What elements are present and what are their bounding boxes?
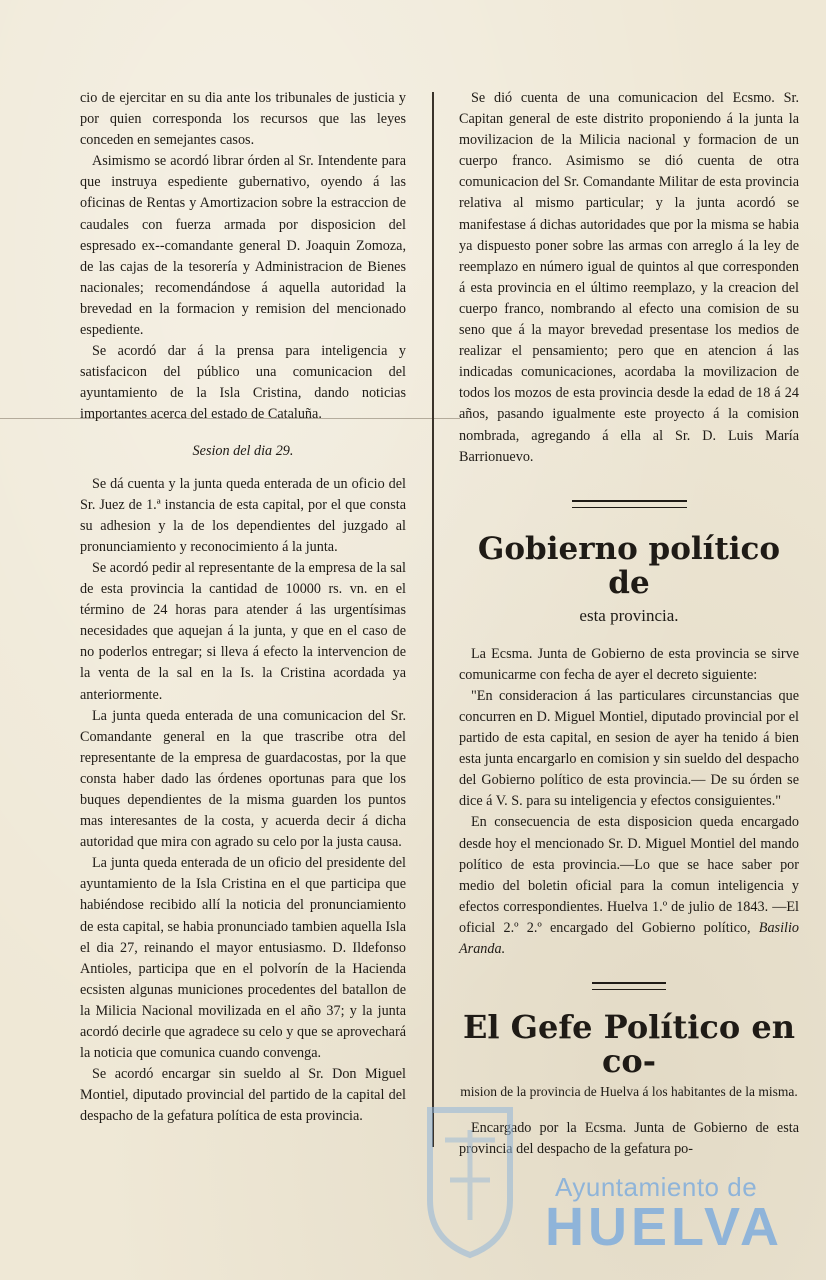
paragraph-text: En consecuencia de esta disposicion queda encargado desde hoy el mencionado Sr. D. Miguel Montiel del mando político de esta provincia.—Lo que se hace saber por medio del boletin oficial para la comun inteligencia y efectos correspondientes. Huelva 1.º de julio de 1843. —El oficial 2.º 2.º encargado del Gobierno político, <box>459 814 799 936</box>
paragraph: Se dá cuenta y la junta queda enterada de un oficio del Sr. Juez de 1.ª instancia de esta capital, por el que consta su adhesion y la de los dependientes del juzgado al pronunciamiento y reconocimiento á la junta. <box>80 475 406 555</box>
right-column <box>459 88 799 1160</box>
section-separator <box>572 500 687 508</box>
paragraph: Se acordó encargar sin sueldo al Sr. Don Miguel Montiel, diputado provincial del partido de la capital del despacho de la gefatura política de esta provincia. <box>80 1066 406 1125</box>
paragraph: cio de ejercitar en su dia ante los tribunales de justicia y por quien corresponda los recursos que las leyes conceden en semejantes casos. <box>80 90 406 149</box>
section-separator <box>592 982 666 990</box>
watermark-line1: Ayuntamiento de <box>555 1172 758 1202</box>
section-subheading: esta provincia. <box>579 605 679 625</box>
column-divider <box>432 92 434 1147</box>
paragraph: Se acordó dar á la prensa para inteligencia y satisfacicon del público una comunicacion del ayuntamiento de la Isla Cristina, dando noticias importantes acerca del estado de Cataluña. <box>80 343 406 423</box>
paragraph: Asimismo se acordó librar órden al Sr. Intendente para que instruya espediente gubernativo, oyendo á las oficinas de Rentas y Amortizacion sobre la estraccion de caudales con fuerza armada por disposicion del espresado ex--comandante general D. Joaquin Zomoza, de las cajas de la tesorería y Administracion de Bienes nacionales; recomendándose á aquella autoridad la brevedad en la formacion y remision del mencionado espediente. <box>80 153 406 339</box>
section-subheading: mision de la provincia de Huelva á los habitantes de la misma. <box>460 1084 798 1100</box>
paragraph: La junta queda enterada de un oficio del presidente del ayuntamiento de la Isla Cristina en el que participa que habiéndose recibido allí la noticia del pronunciamiento de esta capital, se habia pronunciado tambien aquella Isla el dia 27, reinando el mayor entusiasmo. D. Ildefonso Antioles, participa que en el polvorín de la Hacienda ecsisten algunas municiones procedentes del batallon de la Milicia Nacional movilizada en el año 37; y la junta acordó decirle que agradece su celo y que se aprovechará la noticia que comunica cuando convenga. <box>80 855 406 1062</box>
paragraph: La junta queda enterada de una comunicacion del Sr. Comandante general en la que trascribe otra del representante de la empresa de guardacostas, por la que consta haber dado las órdenes oportunas para que los buques dependientes de la misma guarden los puntos mas interesantes de la costa, y acuerda decir á dicha autoridad que mira con agrado su celo por la justa causa. <box>80 707 406 851</box>
left-column <box>80 88 406 1128</box>
paragraph: Encargado por la Ecsma. Junta de Gobierno de esta provincia del despacho de la gefatura po- <box>459 1120 799 1158</box>
section-heading: Gobierno político de <box>477 530 781 601</box>
session-title: Sesion del dia 29. <box>192 442 294 459</box>
signature: Basilio Aranda. <box>459 919 799 957</box>
section-heading: El Gefe Político en co- <box>462 1008 796 1081</box>
paragraph: Se acordó pedir al representante de la empresa de la sal de esta provincia la cantidad de 10000 rs. vn. en el término de 24 horas para atender á las urgentísimas necesidades que aquejan á la junta, y que en el caso de no poderlos entregar; si lleva á efecto la intervencion de la venta de la sal en la Is. la Cristina acordada ya anteriormente. <box>80 559 406 703</box>
coat-of-arms-watermark-icon <box>420 1100 520 1260</box>
paragraph: Se dió cuenta de una comunicacion del Ecsmo. Sr. Capitan general de este distrito proponiendo á la junta la movilizacion de la Milicia nacional y formacion de un cuerpo franco. Asimismo se dió cuenta de otra comunicacion del Sr. Comandante Militar de esta provincia relativa al mismo particular; y la junta acordó se manifestase á dichas autoridades que por la misma se habia ya dispuesto poner sobre las armas con arreglo á la ley de reemplazo en número igual de quintos al que corresponden á esta provincia en el último reemplazo, y la creacion del cuerpo franco, nombrando al efecto una comision de su seno que á la mayor brevedad presentase los medios de realizar el pensamiento; pero que en atencion á las indicadas comunicaciones, acordaba la movilizacion de todos los mozos de esta provincia desde la edad de 18 á 24 años, pasando igualmente este proyecto á la comision nombrada, agregando á ella al Sr. D. Luis María Barrionuevo. <box>459 90 799 465</box>
paragraph <box>459 812 799 960</box>
paragraph: La Ecsma. Junta de Gobierno de esta provincia se sirve comunicarme con fecha de ayer el decreto siguiente: <box>459 645 799 683</box>
quoted-decree: "En consideracion á las particulares circunstancias que concurren en D. Miguel Montiel, diputado provincial por el partido de esta capital, en sesion de ayer ha tenido á bien esta junta encargarlo en comision y sin sueldo del despacho del Gobierno político de esta provincia.— De su órden se dice á V. S. para su inteligencia y efectos consiguientes." <box>459 687 799 810</box>
watermark-line2: HUELVA <box>545 1197 783 1257</box>
